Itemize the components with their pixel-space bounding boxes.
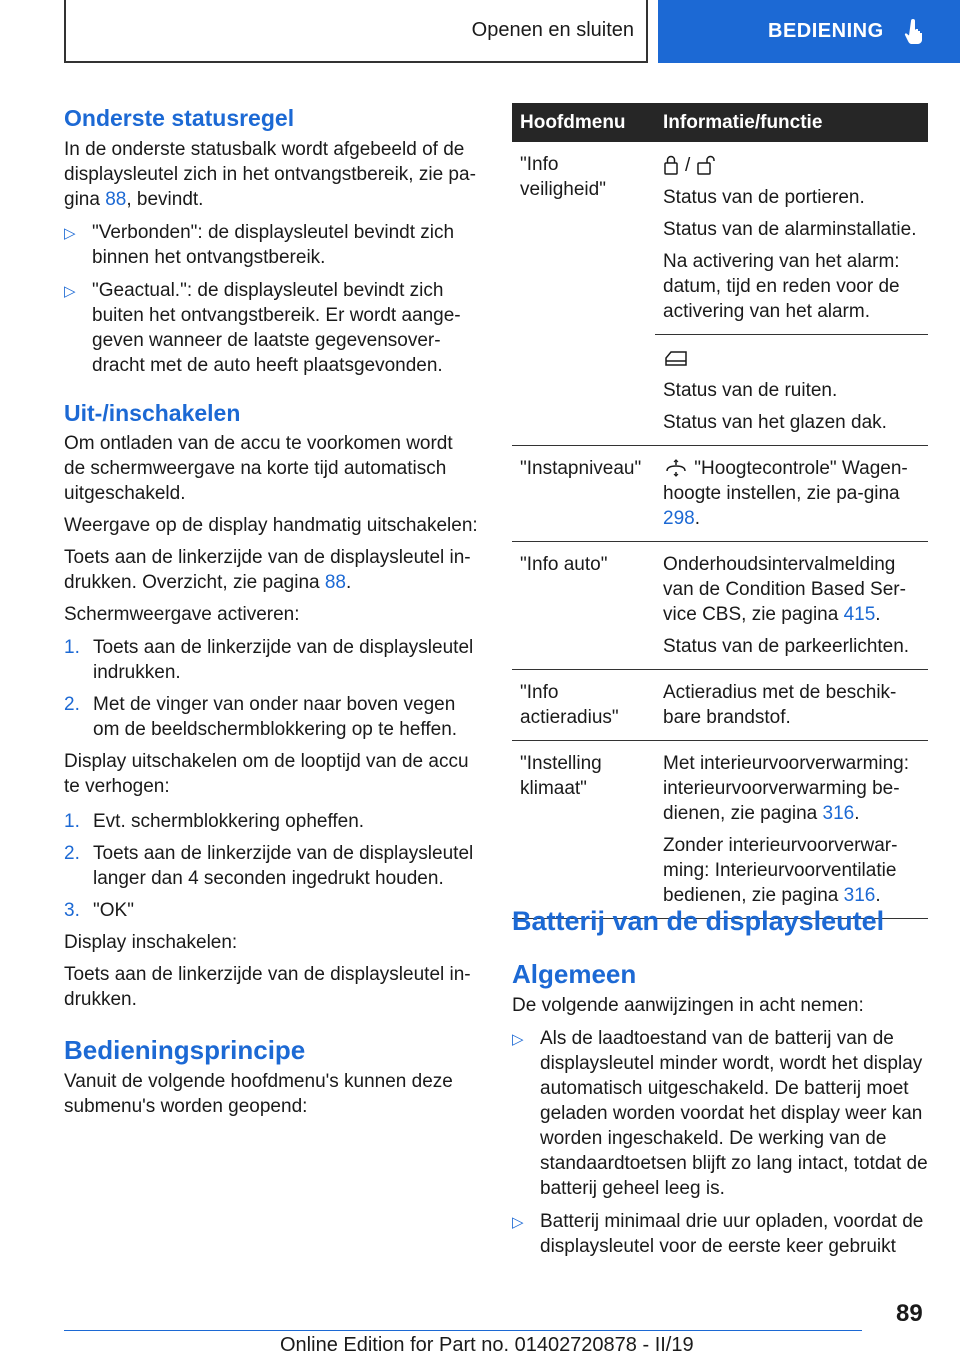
off-label: Display uitschakelen om de looptijd van de accu te verhogen: bbox=[64, 751, 469, 797]
column-header: Informatie/functie bbox=[663, 112, 823, 133]
list-item bbox=[64, 220, 478, 270]
list-item bbox=[64, 278, 478, 378]
page-link[interactable]: 415 bbox=[843, 604, 876, 625]
info-line: Status van de parkeerlichten. bbox=[663, 636, 910, 657]
footer-divider bbox=[64, 1330, 862, 1331]
on-label: Display inschakelen: bbox=[64, 932, 238, 953]
status-intro bbox=[64, 137, 478, 212]
info-cell bbox=[655, 542, 928, 669]
menu-cell: "Instelling klimaat" bbox=[520, 753, 602, 799]
lock-open-icon bbox=[696, 155, 720, 175]
step-text: Evt. schermblokkering opheffen. bbox=[93, 811, 365, 832]
right-column bbox=[512, 904, 928, 1259]
info-text-end: . bbox=[854, 803, 860, 824]
info-cell: Actieradius met de beschik‐bare brandstof. bbox=[663, 682, 897, 728]
header-section-title bbox=[64, 0, 648, 63]
status-heading: Onderste statusregel bbox=[64, 105, 295, 131]
info-text: Zonder interieurvoorverwar‐ming: Interieurvoorventilatie bedienen, zie pagina bbox=[663, 835, 898, 906]
footer-edition: Online Edition for Part no. 01402720878 - II/19 bbox=[280, 1334, 694, 1356]
bullet-text: Als de laadtoestand van de batterij van de displaysleutel minder wordt, wordt het display automatisch uitgeschakeld. De batterij moet geladen worden voordat het display weer kan worden ingeschakeld. De werking van de standaardtoetsen blijft zo lang intact, totdat de batterij geheel leeg is. bbox=[540, 1028, 928, 1199]
menu-cell: "Info actieradius" bbox=[520, 682, 619, 728]
step-number: 1. bbox=[64, 637, 80, 658]
step-text: Toets aan de linkerzijde van de displaysleutel langer dan 4 seconden ingedrukt houden. bbox=[93, 843, 474, 889]
hand-pointer-icon bbox=[904, 19, 926, 45]
table-row bbox=[512, 446, 928, 542]
bullet-text: Batterij minimaal drie uur opladen, voordat de displaysleutel voor de eerste keer gebruikt bbox=[540, 1211, 924, 1257]
on-text: Toets aan de linkerzijde van de displaysleutel in‐drukken. bbox=[64, 964, 471, 1010]
step-number: 3. bbox=[64, 900, 80, 921]
table-header bbox=[512, 103, 928, 142]
info-text: "Hoogtecontrole" Wagen‐hoogte instellen, zie pa‐gina bbox=[663, 458, 908, 504]
triangle-bullet-icon: ▷ bbox=[64, 225, 76, 242]
column-header: Hoofdmenu bbox=[520, 112, 626, 133]
onoff-p1: Om ontladen van de accu te voorkomen wordt de schermweergave na korte tijd automatisch uitgeschakeld. bbox=[64, 433, 453, 504]
car-height-icon bbox=[663, 459, 689, 477]
bullet-text: "Geactual.": de displaysleutel bevindt zich buiten het ontvangstbereik. Er wordt aange‐geven wanneer de laatste gegevensover‐dracht met de auto heeft plaatsgevonden. bbox=[92, 280, 461, 376]
step-text: Met de vinger van onder naar boven vegen om de beeldschermblokkering op te heffen. bbox=[93, 694, 458, 740]
info-line bbox=[663, 833, 928, 908]
principle-text: Vanuit de volgende hoofdmenu's kunnen deze submenu's worden geopend: bbox=[64, 1071, 453, 1117]
list-item bbox=[64, 692, 478, 742]
status-intro-end: , bevindt. bbox=[126, 189, 204, 210]
onoff-p3-text: Toets aan de linkerzijde van de displaysleutel in‐drukken. Overzicht, zie pagina bbox=[64, 547, 471, 593]
info-line bbox=[663, 751, 928, 826]
page-link[interactable]: 88 bbox=[105, 189, 127, 210]
list-item bbox=[512, 1209, 928, 1259]
step-text: "OK" bbox=[93, 900, 134, 921]
left-column bbox=[64, 103, 478, 1119]
list-item bbox=[64, 635, 478, 685]
menu-table bbox=[512, 103, 928, 919]
step-number: 1. bbox=[64, 811, 80, 832]
lock-closed-icon bbox=[663, 155, 679, 175]
step-number: 2. bbox=[64, 843, 80, 864]
info-cell bbox=[655, 142, 928, 335]
car-window-icon bbox=[663, 348, 689, 368]
info-line: Na activering van het alarm: datum, tijd en reden voor de activering van het alarm. bbox=[663, 251, 900, 322]
triangle-bullet-icon: ▷ bbox=[512, 1031, 524, 1048]
table-row bbox=[512, 542, 928, 670]
info-text-end: . bbox=[875, 604, 881, 625]
page-link[interactable]: 298 bbox=[663, 508, 695, 529]
window-icon-line bbox=[663, 345, 928, 371]
info-line: Status van het glazen dak. bbox=[663, 412, 887, 433]
principle-heading: Bedieningsprincipe bbox=[64, 1035, 306, 1065]
page-link[interactable]: 316 bbox=[822, 803, 855, 824]
info-line: Status van de alarminstallatie. bbox=[663, 219, 917, 240]
onoff-p2: Weergave op de display handmatig uitschakelen: bbox=[64, 515, 478, 536]
page-number: 89 bbox=[896, 1300, 923, 1327]
onoff-heading: Uit-/inschakelen bbox=[64, 400, 241, 426]
triangle-bullet-icon: ▷ bbox=[512, 1214, 524, 1231]
info-cell bbox=[655, 741, 928, 918]
info-cell-group bbox=[655, 142, 928, 445]
triangle-bullet-icon: ▷ bbox=[64, 283, 76, 300]
status-intro-text: In de onderste statusbalk wordt afgebeeld of de displaysleutel zich in het ontvangstbereik, zie pa‐gina bbox=[64, 139, 476, 210]
slash-separator: / bbox=[685, 154, 691, 176]
info-line bbox=[663, 552, 928, 627]
info-text-end: . bbox=[694, 508, 700, 529]
info-line: Status van de portieren. bbox=[663, 187, 865, 208]
info-cell bbox=[655, 335, 928, 445]
info-text: Met interieurvoorverwarming: interieurvoorverwarming be‐dienen, zie pagina bbox=[663, 753, 910, 824]
list-item bbox=[64, 841, 478, 891]
step-number: 2. bbox=[64, 694, 80, 715]
general-intro: De volgende aanwijzingen in acht nemen: bbox=[512, 995, 864, 1016]
info-cell bbox=[655, 446, 928, 541]
menu-cell: "Info auto" bbox=[520, 554, 608, 575]
door-icons-line bbox=[663, 152, 928, 178]
onoff-p3-end: . bbox=[346, 572, 352, 593]
table-row bbox=[512, 670, 928, 741]
table-row bbox=[512, 142, 928, 446]
list-item bbox=[512, 1026, 928, 1201]
info-line: Status van de ruiten. bbox=[663, 380, 838, 401]
menu-cell: "Instapniveau" bbox=[520, 458, 642, 479]
chapter-title: BEDIENING bbox=[768, 20, 884, 42]
info-line bbox=[663, 456, 928, 531]
page-link[interactable]: 316 bbox=[843, 885, 876, 906]
general-heading: Algemeen bbox=[512, 959, 637, 989]
activate-label: Schermweergave activeren: bbox=[64, 604, 300, 625]
bullet-text: "Verbonden": de displaysleutel bevindt zich binnen het ontvangstbereik. bbox=[92, 222, 455, 268]
info-text: Onderhoudsintervalmelding van de Condition Based Ser‐vice CBS, zie pagina bbox=[663, 554, 906, 625]
step-text: Toets aan de linkerzijde van de displaysleutel indrukken. bbox=[93, 637, 474, 683]
header-chapter-tab bbox=[658, 0, 960, 63]
section-title: Openen en sluiten bbox=[471, 19, 634, 41]
info-text-end: . bbox=[875, 885, 881, 906]
battery-heading: Batterij van de displaysleutel bbox=[512, 906, 885, 936]
page-link[interactable]: 88 bbox=[324, 572, 346, 593]
list-item bbox=[64, 809, 478, 834]
table-row bbox=[512, 741, 928, 919]
menu-cell: "Info veiligheid" bbox=[520, 154, 606, 200]
list-item bbox=[64, 898, 478, 923]
onoff-p3 bbox=[64, 545, 478, 595]
